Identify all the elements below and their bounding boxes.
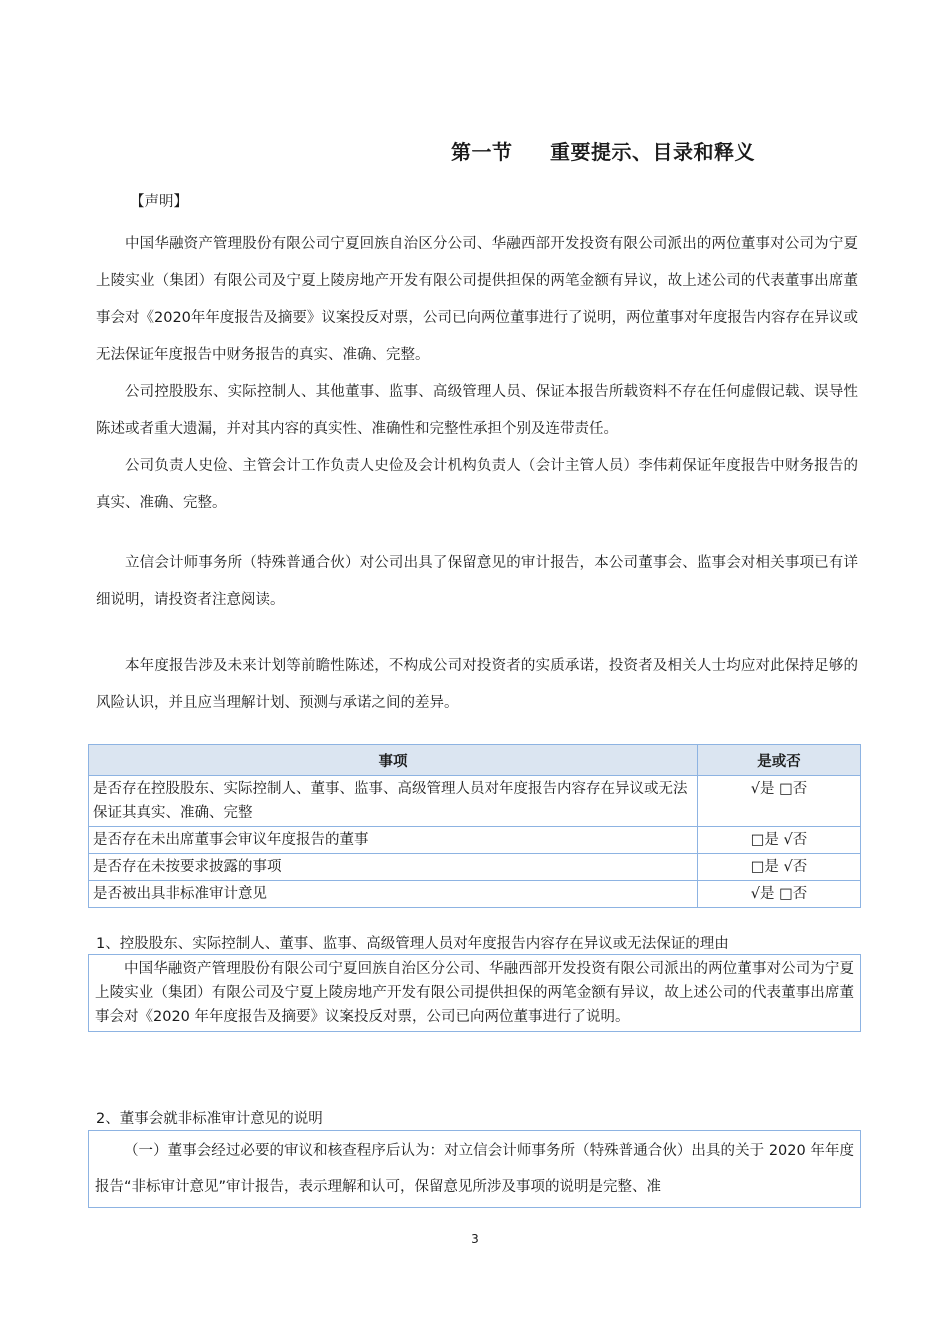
declaration-block-2 [96,545,858,619]
paragraph-dissent: 中国华融资产管理股份有限公司宁夏回族自治区分公司、华融西部开发投资有限公司派出的两位董事对公司为宁夏上陵实业（集团）有限公司及宁夏上陵房地产开发有限公司提供担保的两笔金额有异议，故上述公司的代表董事出席董事会对《2020年年度报告及摘要》议案投反对票，公司已向两位董事进行了说明，两位董事对年度报告内容存在异议或无法保证年度报告中财务报告的真实、准确、完整。 [96,236,858,363]
paragraph-responsible: 公司负责人史俭、主管会计工作负责人史俭及会计机构负责人（会计主管人员）李伟莉保证年度报告中财务报告的真实、准确、完整。 [96,458,858,511]
section-name: 重要提示、目录和释义 [549,140,755,164]
table-row [89,827,861,854]
matters-table [88,744,861,908]
section-1-text: 中国华融资产管理股份有限公司宁夏回族自治区分公司、华融西部开发投资有限公司派出的两位董事对公司为宁夏上陵实业（集团）有限公司及宁夏上陵房地产开发有限公司提供担保的两笔金额有异议，故上述公司的代表董事出席董事会对《2020 年年度报告及摘要》议案投反对票，公司已向两位董事进行了说明。 [95,961,854,1025]
paragraph-guarantee: 公司控股股东、实际控制人、其他董事、监事、高级管理人员、保证本报告所载资料不存在任何虚假记载、误导性陈述或者重大遗漏，并对其内容的真实性、准确性和完整性承担个别及连带责任。 [96,384,858,437]
row-answer: √是 □否 [698,776,861,827]
table-row [89,881,861,908]
declaration-block-1 [96,226,858,522]
page-number: 3 [471,1232,479,1246]
row-answer: □是 √否 [698,854,861,881]
section-title [451,136,755,165]
section-2-heading: 2、董事会就非标准审计意见的说明 [96,1111,323,1127]
row-item: 是否存在控股股东、实际控制人、董事、监事、高级管理人员对年度报告内容存在异议或无法保证其真实、准确、完整 [89,776,698,827]
declaration-block-3 [96,648,858,722]
header-item: 事项 [89,745,698,776]
row-answer: □是 √否 [698,827,861,854]
table-row [89,776,861,827]
paragraph-auditor: 立信会计师事务所（特殊普通合伙）对公司出具了保留意见的审计报告，本公司董事会、监事会对相关事项已有详细说明，请投资者注意阅读。 [96,555,858,608]
declaration-heading: 【声明】 [130,194,188,210]
section-1-heading: 1、控股股东、实际控制人、董事、监事、高级管理人员对年度报告内容存在异议或无法保证的理由 [96,936,729,952]
section-number: 第一节 [451,140,513,164]
row-answer: √是 □否 [698,881,861,908]
row-item: 是否被出具非标准审计意见 [89,881,698,908]
paragraph-forward-looking: 本年度报告涉及未来计划等前瞻性陈述，不构成公司对投资者的实质承诺，投资者及相关人士均应对此保持足够的风险认识，并且应当理解计划、预测与承诺之间的差异。 [96,658,858,711]
row-item: 是否存在未出席董事会审议年度报告的董事 [89,827,698,854]
section-2-text: （一）董事会经过必要的审议和核查程序后认为：对立信会计师事务所（特殊普通合伙）出具的关于 2020 年年度报告“非标审计意见”审计报告，表示理解和认可，保留意见所涉及事项的说明是完整、准 [95,1143,854,1195]
table-header-row [89,745,861,776]
row-item: 是否存在未按要求披露的事项 [89,854,698,881]
header-answer: 是或否 [698,745,861,776]
section-2-box [88,1130,861,1208]
section-1-box [88,954,861,1032]
table-row [89,854,861,881]
